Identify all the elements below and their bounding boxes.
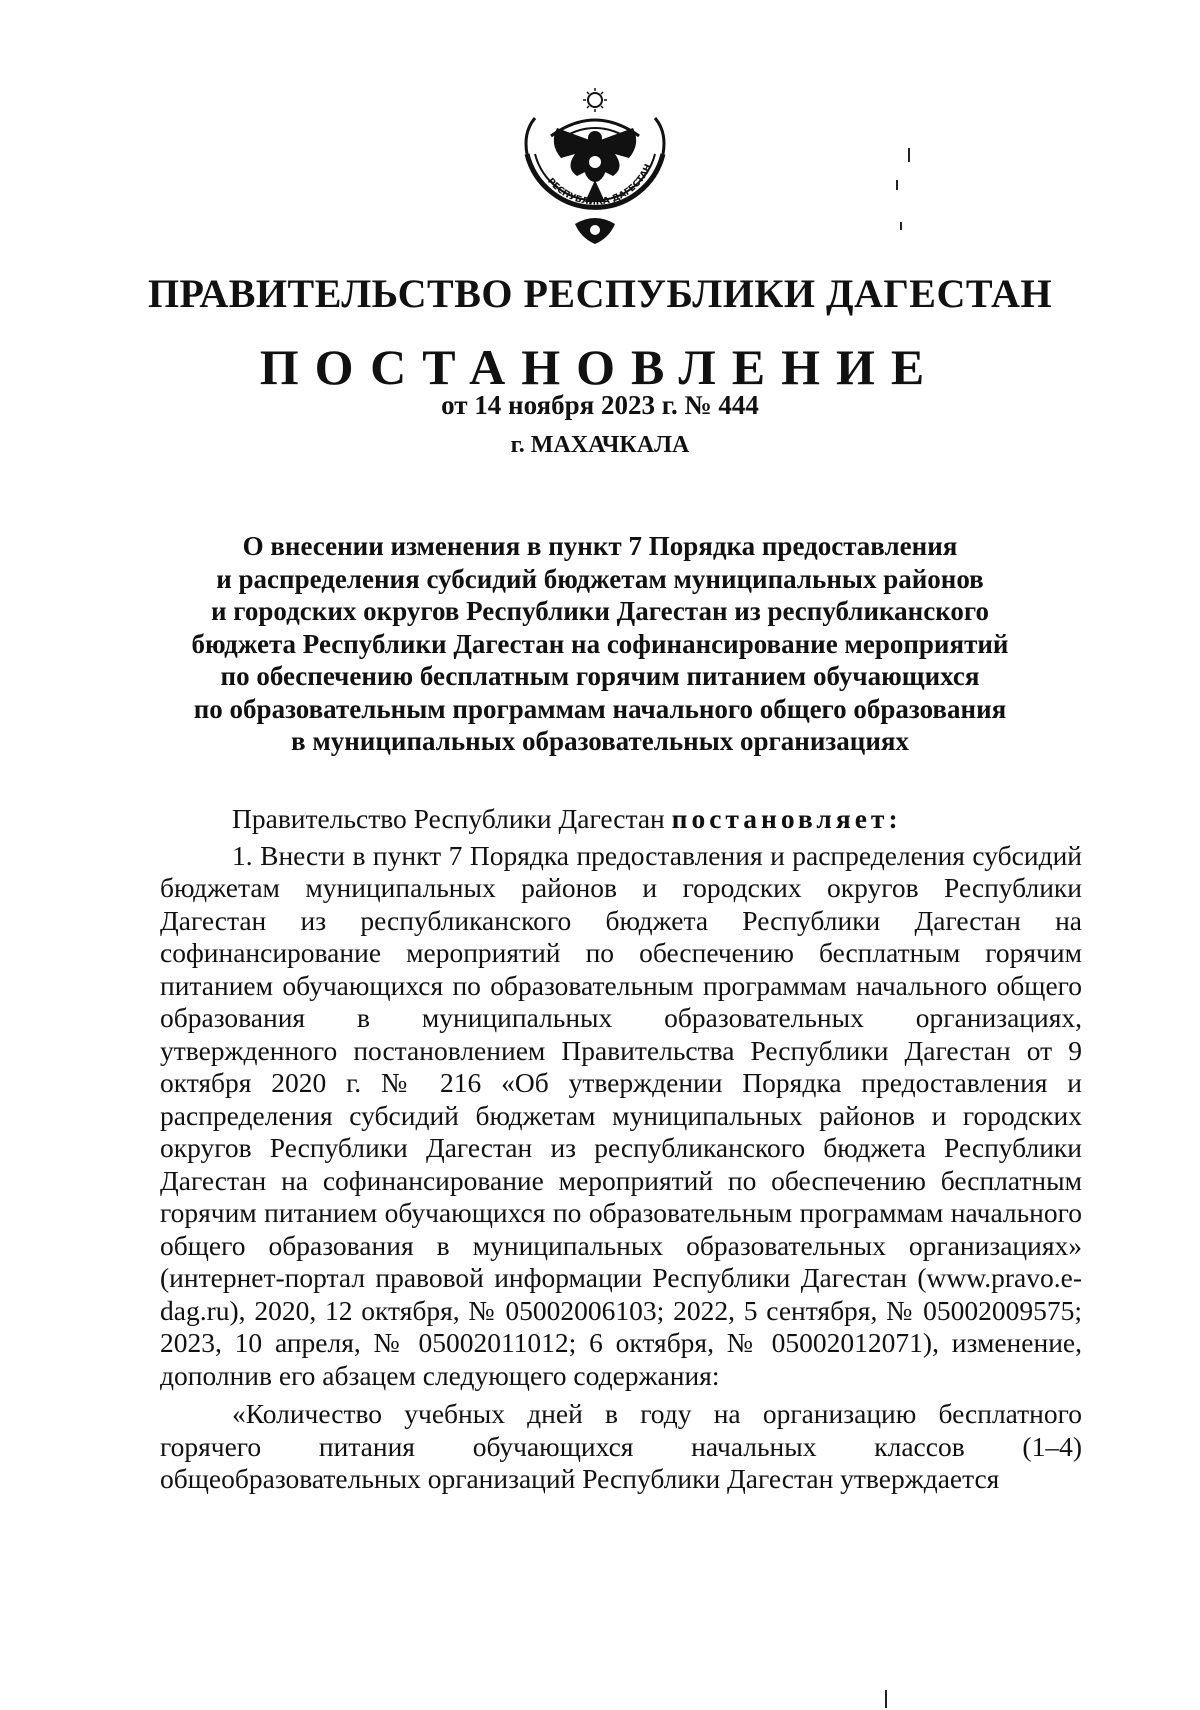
- document-city: г. МАХАЧКАЛА: [510, 432, 690, 458]
- document-date-number: от 14 ноября 2023 г. № 444: [441, 390, 759, 420]
- document-body: [160, 803, 1082, 1496]
- heading-line: и распределения субсидий бюджетам муниципальных районов: [216, 563, 984, 594]
- heading-line: и городских округов Республики Дагестан из республиканского: [211, 596, 989, 626]
- scan-speck: [900, 222, 902, 230]
- scan-speck: [896, 180, 898, 190]
- coat-of-arms-emblem: [505, 84, 685, 254]
- sun-icon: [583, 88, 607, 112]
- paragraph-1: 1. Внести в пункт 7 Порядка предоставления и распределения субсидий бюджетам муниципальных районов и городских округов Республики Дагестан из республиканского бюджета Республики Дагестан на софинансирование мероприятий по обеспечению бесплатным горячим питанием обучающихся по образовательным программам начального общего образования в муниципальных образовательных организациях, утвержденного постановлением Правительства Республики Дагестан от 9 октября 2020 г. № 216 «Об утверждении Порядка предоставления и распределения субсидий бюджетам муниципальных районов и городских округов Республики Дагестан из республиканского бюджета Республики Дагестан на софинансирование мероприятий по обеспечению бесплатным горячим питанием обучающихся по образовательным программам начального общего образования в муниципальных образовательных организациях» (интернет-портал правовой информации Республики Дагестан (www.pravo.e-dag.ru), 2020, 12 октября, № 05002006103; 2022, 5 сентября, № 05002009575; 2023, 10 апреля, № 05002011012; 6 октября, № 05002012071), изменение, дополнив его абзацем следующего содержания:: [160, 839, 1082, 1391]
- document-heading: [150, 530, 1050, 758]
- scan-speck: [908, 148, 910, 162]
- government-name: ПРАВИТЕЛЬСТВО РЕСПУБЛИКИ ДАГЕСТАН: [147, 271, 1053, 316]
- intro-action: постановляет:: [671, 803, 902, 834]
- heading-line: по обеспечению бесплатным горячим питанием обучающихся: [220, 661, 980, 691]
- emblem-ribbon-text: РЕСПУБЛИКА ДАГЕСТАН: [545, 162, 655, 208]
- paragraph-2: «Количество учебных дней в году на организацию бесплатного горячего питания обучающихся начальных классов (1–4) общеобразовательных организаций Республики Дагестан утверждается: [160, 1398, 1082, 1494]
- heading-line: О внесении изменения в пункт 7 Порядка предоставления: [242, 531, 958, 561]
- scan-speck: [885, 1690, 887, 1708]
- intro-paragraph: [160, 803, 1082, 836]
- document-type-title: ПОСТАНОВЛЕНИЕ: [259, 339, 941, 395]
- intro-prefix: Правительство Республики Дагестан: [232, 803, 665, 834]
- heading-line: в муниципальных образовательных организациях: [291, 726, 909, 756]
- heading-line: по образовательным программам начального общего образования: [193, 693, 1007, 724]
- heading-line: бюджета Республики Дагестан на софинансирование мероприятий: [191, 628, 1009, 659]
